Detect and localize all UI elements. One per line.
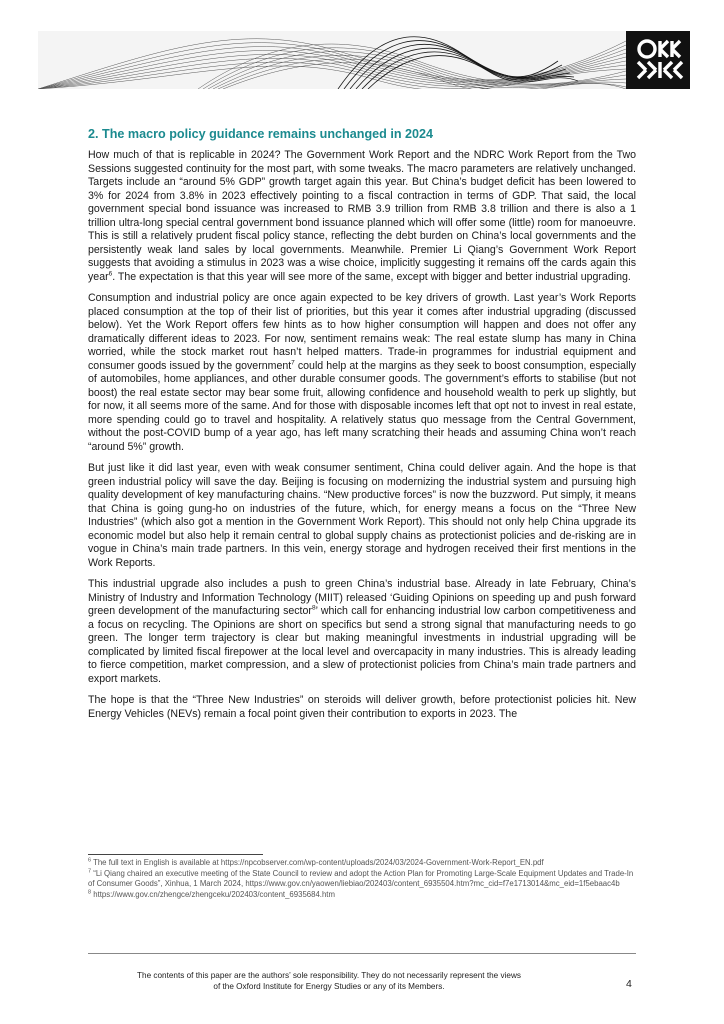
article-body: [88, 126, 636, 729]
footnote-8: [88, 890, 636, 901]
footnote-divider: [88, 854, 263, 855]
paragraph-3: But just like it did last year, even with weak consumer sentiment, China could deliver again. And the hope is that green industrial policy will save the day. Beijing is focusing on modernizing the industrial system and pursuing high quality development of key manufacturing chains. “New productive forces” is now the buzzword. Put simply, it means that China is going gung-ho on industries of the future, which, for energy means a focus on the “Three New Industries” (which also got a mention in the Government Work Report). This should not only help China upgrade its economic model but also help it remain central to global supply chains as protectionist policies and de-risking are in vogue in China’s main trade partners. In this vein, energy storage and hydrogen received their first mentions in the Work Reports.: [88, 462, 636, 569]
footnote-text[interactable]: “Li Qiang chaired an executive meeting of the State Council to review and adopt the Action Plan for Promoting Large-Scale Equipment Updates and Trade-In of Consumer Goods”, Xinhua, 1 March 2024, https://www.gov.cn/yaowen/liebiao/202403/content_6935504.htm?mc_cid=f7e1713014&mc_eid=1f5ebaac4b: [88, 868, 634, 889]
disclaimer-line-2: of the Oxford Institute for Energy Studies or any of its Members.: [213, 982, 445, 991]
footer-divider: [88, 953, 636, 954]
footnote-number: 6: [88, 857, 92, 864]
footnote-number: 7: [88, 868, 92, 874]
footnote-ref-7[interactable]: 7: [291, 358, 295, 366]
footnotes: [88, 858, 636, 900]
paragraph-2: [88, 292, 636, 454]
footnote-7: [88, 869, 636, 890]
oies-logo-icon: [626, 31, 690, 89]
paragraph-4-text-b: ’ which call for enhancing industrial low carbon competitiveness and a focus on recycling. The Opinions are short on specifics but send a strong signal that manufacturing needs to go green. The longer term trajectory is clear but making meaningful investments in industrial upgrading will be complicated by limited fiscal firepower at the local level and overcapacity in many industries. This is already leading to fierce competition, market compression, and a slew of protectionist policies from China’s main trade partners and export markets.: [88, 605, 636, 685]
footnote-ref-6[interactable]: 6: [108, 269, 113, 277]
paragraph-1: [88, 149, 636, 284]
header-wave-banner: [38, 31, 690, 89]
paragraph-2-text-b: could help at the margins as they seek to boost consumption, especially of automobiles, home appliances, and other durable consumer goods. The government’s efforts to stabilise (but not boost) the real estate sector may bear some fruit, allowing confidence and household wealth to perk up slightly, but for now, it all seems more of the same. And for those with disposable incomes left that opt not to invest in real estate, more spending could go to travel and hospitality. A relatively status quo message from the Central Government, without the post-COVID bump of a year ago, has left many scratching their heads and assuming China won’t reach “around 5%” growth.: [88, 359, 637, 453]
paragraph-1-text-b: . The expectation is that this year will see more of the same, except with bigger and better industrial upgrading.: [112, 270, 631, 283]
disclaimer-line-1: The contents of this paper are the authors’ sole responsibility. They do not necessarily represent the views: [137, 971, 521, 980]
paragraph-2-text-a: Consumption and industrial policy are once again expected to be key drivers of growth. Last year’s Work Reports placed consumption at the top of their list of priorities, but this year it comes after industrial upgrading (discussed below). Yet the Work Report offers few hints as to how higher consumption will happen and does not offer any dramatically different ideas to 2023. For now, sentiment remains weak: The real estate slump has many in China worried, while the stock market rout hasn’t helped matters. Trade-in programmes for industrial equipment and consumer goods issued by the government: [88, 292, 636, 372]
section-heading: 2. The macro policy guidance remains unchanged in 2024: [88, 127, 434, 141]
paragraph-1-text-a: How much of that is replicable in 2024? The Government Work Report and the NDRC Work Report from the Two Sessions suggested continuity for the most part, with some tweaks. The macro parameters are relatively unchanged. Targets include an “around 5% GDP” growth target again this year. But China’s budget deficit has been lowered to 3% for 2024 from 3.8% in 2023 effectively pointing to a fiscal contraction in terms of GDP. That said, the local government special bond issuance was increased to RMB 3.9 trillion from RMB 3.8 trillion and there is also a 1 trillion ultra-long special central government bond issuance planned which will offer some (little) room for manoeuvre. This is still a relatively prudent fiscal policy stance, reflecting the debt burden on China’s local governments and the persistently weak land sales by local governments. Meanwhile. Premier Li Qiang’s Government Work Report suggests that avoiding a stimulus in 2023 was a wise choice, implicitly suggesting it remains off the cards again this year: [88, 149, 636, 283]
page-number: 4: [626, 978, 632, 990]
footnote-ref-8[interactable]: 8: [311, 604, 316, 612]
paragraph-4: [88, 578, 636, 686]
paragraph-4-text-a: This industrial upgrade also includes a push to green China’s industrial base. Already in late February, China’s Ministry of Industry and Information Technology (MIIT) released ‘Guiding Opinions on speeding up and push forward green development of the manufacturing sector: [88, 578, 636, 617]
footnote-6: [88, 858, 636, 869]
wave-graphic: [38, 31, 690, 89]
footnote-text[interactable]: The full text in English is available at https://npcobserver.com/wp-content/uploads/2024/03/2024-Government-Work-Report_EN.pdf: [91, 858, 544, 867]
oies-logo: [626, 31, 690, 89]
footnote-number: 8: [88, 889, 92, 896]
paragraph-5: The hope is that the “Three New Industries” on steroids will deliver growth, before protectionist policies hit. New Energy Vehicles (NEVs) remain a focal point given their contribution to exports in 2023. The: [88, 694, 636, 720]
footnote-text[interactable]: https://www.gov.cn/zhengce/zhengceku/202403/content_6935684.htm: [91, 889, 335, 899]
footer-disclaimer: [92, 970, 566, 992]
